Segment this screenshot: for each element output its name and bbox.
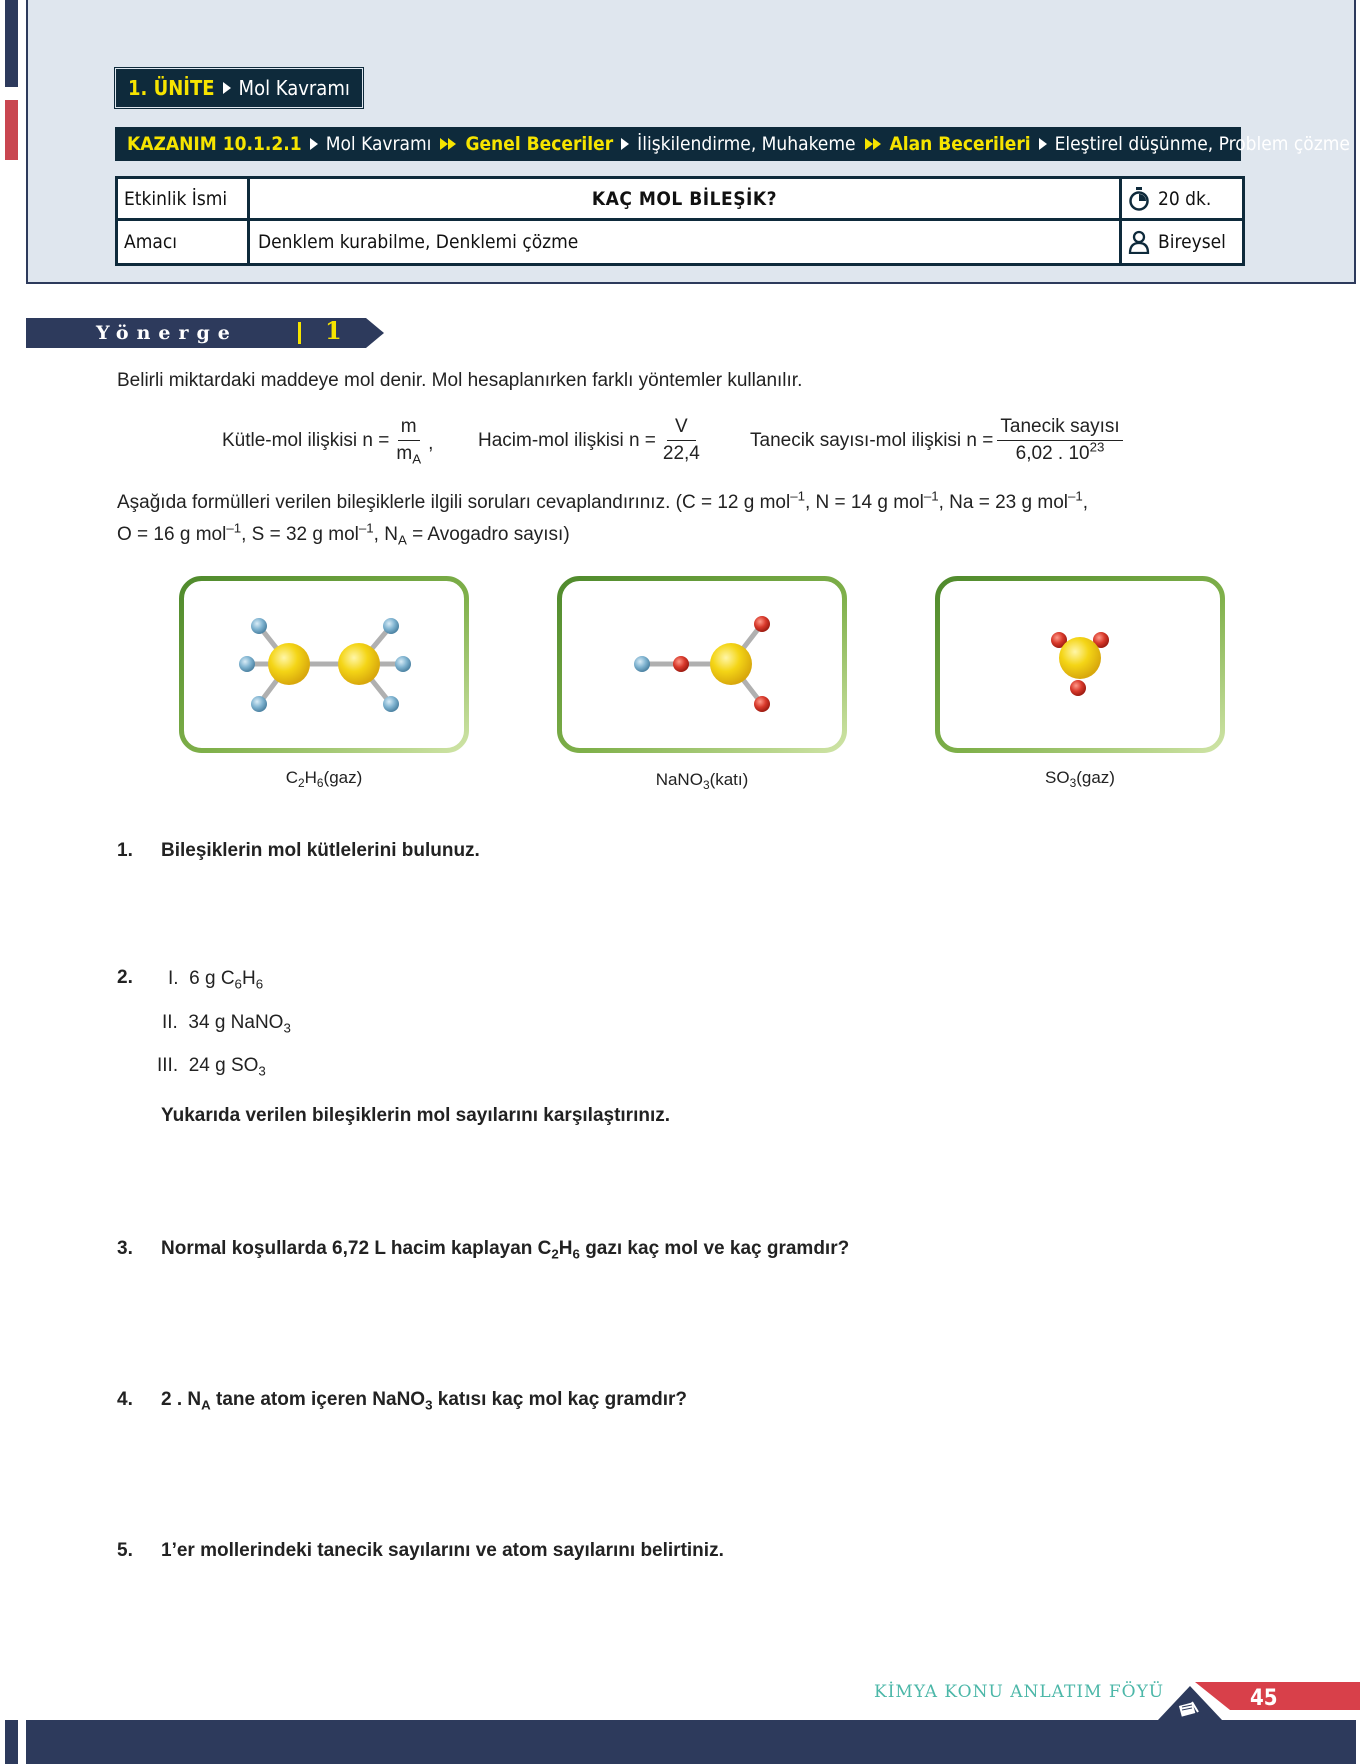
question-2-text: Yukarıda verilen bileşiklerin mol sayılarını karşılaştırınız. <box>161 1105 671 1126</box>
given-constants-line1: Aşağıda formülleri verilen bileşiklerle ilgili soruları cevaplandırınız. (C = 12 g mol$^{-1}$, N = 14 g mol$^{-1}$, Na = 23 g mol$^{-1}$, <box>117 488 1089 513</box>
page-number: 45 <box>1250 1686 1278 1711</box>
arrow-right-icon <box>621 138 629 150</box>
activity-info-table <box>115 176 1245 266</box>
formula-comma: , <box>428 432 434 454</box>
given-constants-line2: O = 16 g mol$^{-1}$, S = 32 g mol$^{-1}$, $N_A$ = Avogadro sayısı) <box>117 520 570 548</box>
arrow-right-icon <box>223 82 231 94</box>
formula-volume-label: Hacim-mol ilişkisi n = <box>478 429 656 451</box>
arrow-right-icon <box>1039 138 1047 150</box>
question-4-number: 4. <box>117 1389 133 1410</box>
kazanim-bar <box>115 127 1350 161</box>
edge-strip-red <box>5 100 18 160</box>
question-1-text: Bileşiklerin mol kütlelerini bulunuz. <box>161 840 480 861</box>
molecule-caption-c2h6: $C_2H_6(gaz)$ <box>285 768 363 791</box>
question-3-text: Normal koşullarda 6,72 L hacim kaplayan $C_2H_6$ gazı kaç mol ve kaç gramdır? <box>161 1238 850 1262</box>
unit-label: 1. ÜNİTE <box>128 76 215 100</box>
intro-text: Belirli miktardaki maddeye mol denir. Mol hesaplanırken farklı yöntemler kullanılır. <box>117 370 803 391</box>
fraction-numerator: m <box>398 416 420 441</box>
molecule-box-so3 <box>935 576 1225 753</box>
formula-particle <box>750 416 1127 465</box>
question-3-number: 3. <box>117 1238 133 1259</box>
activity-title: KAÇ MOL BİLEŞİK? <box>250 179 1122 221</box>
genel-beceriler-label: Genel Beceriler <box>465 133 614 155</box>
formula-mass-label: Kütle-mol ilişkisi n = <box>222 429 390 451</box>
molecule-caption-nano3: NaNO$_3$(katı) <box>655 770 749 793</box>
activity-aim: Denklem kurabilme, Denklemi çözme <box>250 221 1122 263</box>
molecule-caption-so3: $SO_3(gaz)$ <box>1045 768 1115 791</box>
question-5-text: 1’er mollerindeki tanecik sayılarını ve atom sayılarını belirtiniz. <box>161 1540 724 1561</box>
fraction-mass <box>393 416 424 465</box>
question-2-number: 2. <box>117 967 133 988</box>
activity-aim-label: Amacı <box>118 221 250 263</box>
alan-becerileri-label: Alan Becerileri <box>889 133 1031 155</box>
fraction-numerator: Tanecik sayısı <box>997 416 1122 441</box>
fraction-denominator: $m_A$ <box>396 443 422 467</box>
question-5-number: 5. <box>117 1540 133 1561</box>
yonerge-divider <box>298 322 301 344</box>
arrow-right-icon <box>310 138 318 150</box>
activity-duration <box>1122 179 1242 221</box>
fraction-numerator: V <box>667 416 696 441</box>
question-1-number: 1. <box>117 840 133 861</box>
kazanim-topic: Mol Kavramı <box>325 133 432 155</box>
fraction-particle <box>997 416 1122 465</box>
molecule-box-nano3 <box>557 576 847 753</box>
molecule-box-c2h6 <box>179 576 469 753</box>
activity-name-label: Etkinlik İsmi <box>118 179 250 221</box>
fraction-denominator: 22,4 <box>662 443 700 464</box>
double-arrow-icon <box>865 133 881 155</box>
formula-mass <box>222 416 433 465</box>
double-arrow-icon <box>440 133 456 155</box>
yonerge-label: Yönerge <box>96 322 238 344</box>
fraction-denominator: 6,02 . $10^{23}$ <box>1015 439 1105 464</box>
question-2-item-3: III. 24 g $SO_3$ <box>157 1055 266 1079</box>
yonerge-number: 1 <box>325 316 342 345</box>
unit-badge <box>115 68 363 108</box>
stopwatch-icon <box>1128 187 1150 211</box>
person-icon <box>1128 230 1150 254</box>
edge-strip-navy <box>5 0 18 87</box>
formula-particle-label: Tanecik sayısı-mol ilişkisi n = <box>750 429 994 451</box>
alan-becerileri-values: Eleştirel düşünme, Problem çözme <box>1054 133 1350 155</box>
duration-text: 20 dk. <box>1158 187 1212 210</box>
kazanim-code: KAZANIM 10.1.2.1 <box>127 133 302 155</box>
question-2-item-2: II. 34 g NaNO$_3$ <box>162 1012 291 1036</box>
question-2-item-1: I. 6 g $C_6H_6$ <box>168 968 264 992</box>
activity-mode <box>1122 221 1242 263</box>
fraction-volume <box>660 416 703 465</box>
unit-topic: Mol Kavramı <box>238 76 350 100</box>
genel-beceriler-values: İlişkilendirme, Muhakeme <box>637 133 856 155</box>
footer-bar <box>26 1720 1356 1764</box>
question-4-text: 2 . $N_A$ tane atom içeren NaNO$_3$ katısı kaç mol kaç gramdır? <box>161 1389 687 1413</box>
footer-label: KİMYA KONU ANLATIM FÖYÜ <box>874 1682 1165 1702</box>
formula-volume <box>478 416 707 465</box>
mode-text: Bireysel <box>1158 231 1226 253</box>
footer-edge-strip <box>5 1720 18 1764</box>
